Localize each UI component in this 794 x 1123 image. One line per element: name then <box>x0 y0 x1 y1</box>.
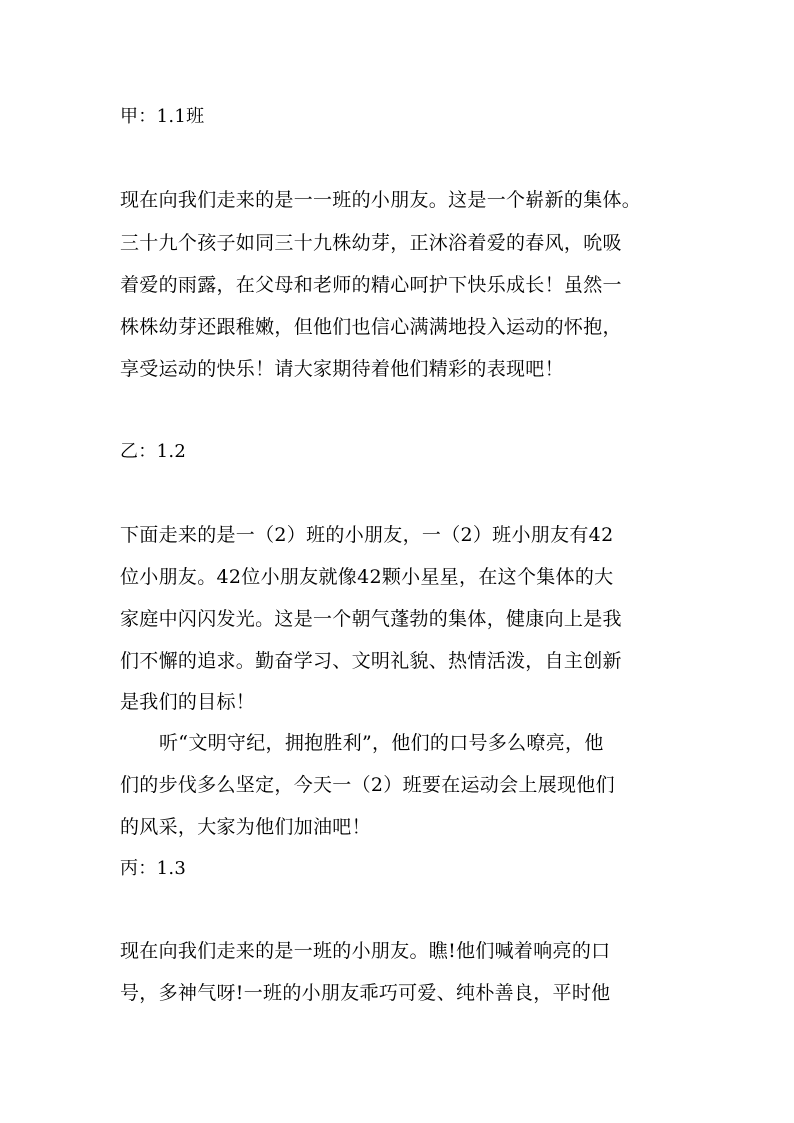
paragraph-line: 三十九个孩子如同三十九株幼芽，正沐浴着爱的春风，吮吸 <box>120 232 622 254</box>
paragraph-line: 们的步伐多么坚定，今天一（2）班要在运动会上展现他们 <box>120 774 615 796</box>
paragraph-line: 株株幼芽还跟稚嫩，但他们也信心满满地投入运动的怀抱， <box>120 316 622 338</box>
section-heading-bing: 丙：1.3 <box>120 858 187 879</box>
paragraph-line: 享受运动的快乐！请大家期待着他们精彩的表现吧！ <box>120 358 564 380</box>
paragraph-line: 位小朋友。42位小朋友就像42颗小星星，在这个集体的大 <box>120 566 614 588</box>
section-heading-jia: 甲：1.1班 <box>120 106 205 127</box>
paragraph-line: 下面走来的是一（2）班的小朋友，一（2）班小朋友有42 <box>120 524 614 546</box>
paragraph-line: 号，多神气呀!一班的小朋友乖巧可爱、纯朴善良，平时他 <box>120 982 611 1004</box>
paragraph-line: 听“文明守纪，拥抱胜利”，他们的口号多么嘹亮，他 <box>159 732 604 754</box>
paragraph-line: 们不懈的追求。勤奋学习、文明礼貌、热情活泼，自主创新 <box>120 650 622 672</box>
paragraph-line: 的风采，大家为他们加油吧！ <box>120 816 371 838</box>
paragraph-line: 现在向我们走来的是一班的小朋友。瞧!他们喊着响亮的口 <box>120 940 611 962</box>
paragraph-line: 着爱的雨露，在父母和老师的精心呵护下快乐成长！虽然一 <box>120 274 622 296</box>
section-heading-yi: 乙：1.2 <box>120 441 187 462</box>
paragraph-line: 家庭中闪闪发光。这是一个朝气蓬勃的集体，健康向上是我 <box>120 608 622 630</box>
paragraph-line: 现在向我们走来的是一一班的小朋友。这是一个崭新的集体。 <box>120 189 642 211</box>
paragraph-line: 是我们的目标！ <box>120 691 256 713</box>
